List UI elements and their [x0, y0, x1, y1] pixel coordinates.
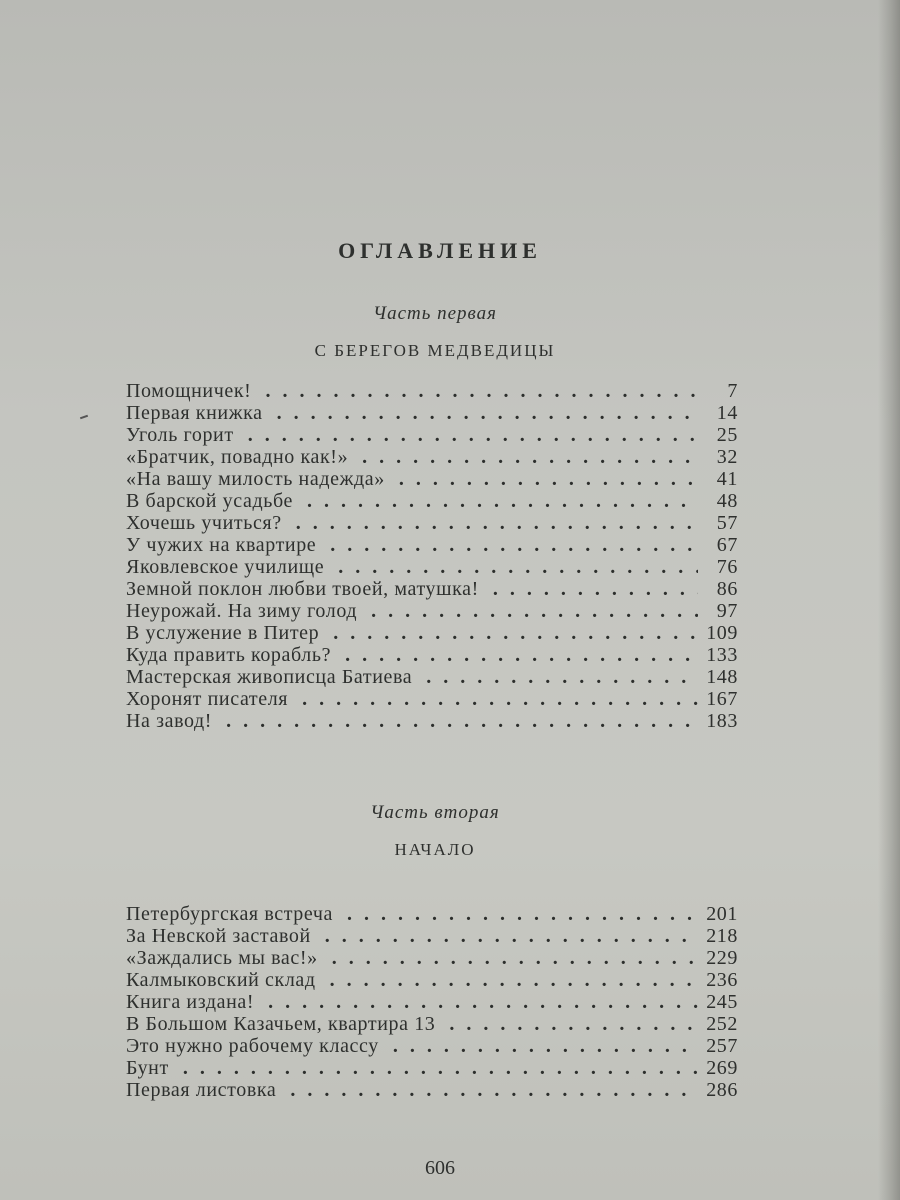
toc-entry[interactable]	[126, 512, 738, 534]
toc-part-one	[126, 380, 738, 732]
toc-entry-title: Хоронят писателя	[126, 688, 289, 710]
toc-entry-title: «Братчик, повадно как!»	[126, 446, 349, 468]
leader-dots	[426, 666, 698, 688]
leader-dots	[393, 1035, 698, 1057]
toc-entry[interactable]	[126, 1013, 738, 1035]
leader-dots	[183, 1057, 698, 1079]
leader-dots	[277, 402, 698, 424]
toc-entry-title: В услужение в Питер	[126, 622, 320, 644]
leader-dots	[325, 925, 698, 947]
leader-dots	[333, 622, 698, 644]
toc-entry[interactable]	[126, 468, 738, 490]
toc-entry-title: Калмыковский склад	[126, 969, 316, 991]
leader-dots	[332, 947, 698, 969]
toc-entry-page: 148	[706, 666, 738, 688]
toc-part-two	[126, 903, 738, 1101]
toc-entry[interactable]	[126, 969, 738, 991]
leader-dots	[371, 600, 698, 622]
toc-entry-title: За Невской заставой	[126, 925, 311, 947]
toc-entry-page: 76	[716, 556, 738, 578]
toc-entry-title: Уголь горит	[126, 424, 234, 446]
toc-entry-title: Яковлевское училище	[126, 556, 325, 578]
leader-dots	[302, 688, 698, 710]
toc-entry-title: В Большом Казачьем, квартира 13	[126, 1013, 436, 1035]
leader-dots	[330, 969, 698, 991]
leader-dots	[493, 578, 698, 600]
toc-entry-title: У чужих на квартире	[126, 534, 317, 556]
toc-entry-page: 14	[716, 402, 738, 424]
toc-entry[interactable]	[126, 947, 738, 969]
toc-entry-page: 32	[716, 446, 738, 468]
toc-entry[interactable]	[126, 688, 738, 710]
leader-dots	[330, 534, 698, 556]
leader-dots	[248, 424, 698, 446]
toc-entry[interactable]	[126, 666, 738, 688]
page-number: 606	[425, 1157, 455, 1179]
toc-entry[interactable]	[126, 1079, 738, 1101]
toc-entry-page: 25	[716, 424, 738, 446]
part-one-label: Часть первая	[372, 303, 498, 324]
toc-entry[interactable]	[126, 903, 738, 925]
toc-entry-title: Бунт	[126, 1057, 169, 1079]
leader-dots	[362, 446, 698, 468]
toc-entry[interactable]	[126, 578, 738, 600]
leader-dots	[307, 490, 698, 512]
toc-entry-title: Неурожай. На зиму голод	[126, 600, 358, 622]
toc-entry-title: В барской усадьбе	[126, 490, 293, 512]
leader-dots	[399, 468, 698, 490]
leader-dots	[265, 380, 698, 402]
toc-entry-page: 57	[716, 512, 738, 534]
toc-entry-page: 7	[727, 380, 738, 402]
toc-entry[interactable]	[126, 402, 738, 424]
toc-entry-page: 229	[706, 947, 738, 969]
toc-entry-page: 97	[716, 600, 738, 622]
part-one-title: С БЕРЕГОВ МЕДВЕДИЦЫ	[314, 341, 556, 360]
toc-entry-title: Помощничек!	[126, 380, 252, 402]
toc-entry[interactable]	[126, 446, 738, 468]
toc-entry-page: 218	[706, 925, 738, 947]
toc-entry-page: 41	[716, 468, 738, 490]
toc-entry-page: 286	[706, 1079, 738, 1101]
toc-entry-title: Куда править корабль?	[126, 644, 332, 666]
toc-entry-page: 245	[706, 991, 738, 1013]
toc-entry-page: 48	[716, 490, 738, 512]
toc-entry-title: Это нужно рабочему классу	[126, 1035, 379, 1057]
part-two-label: Часть вторая	[370, 802, 500, 823]
toc-entry-page: 252	[706, 1013, 738, 1035]
toc-entry[interactable]	[126, 1035, 738, 1057]
toc-entry-title: «Заждались мы вас!»	[126, 947, 318, 969]
toc-entry-page: 269	[706, 1057, 738, 1079]
leader-dots	[347, 903, 698, 925]
toc-entry-title: Хочешь учиться?	[126, 512, 282, 534]
toc-entry[interactable]	[126, 600, 738, 622]
page-edge-shadow	[878, 0, 900, 1200]
toc-entry-title: Мастерская живописца Батиева	[126, 666, 413, 688]
leader-dots	[226, 710, 698, 732]
toc-entry-title: На завод!	[126, 710, 213, 732]
pencil-mark	[80, 415, 88, 420]
toc-entry[interactable]	[126, 490, 738, 512]
leader-dots	[268, 991, 698, 1013]
toc-entry[interactable]	[126, 424, 738, 446]
part-two-title: НАЧАЛО	[394, 840, 476, 859]
toc-entry[interactable]	[126, 534, 738, 556]
toc-entry[interactable]	[126, 622, 738, 644]
toc-entry-title: Земной поклон любви твоей, матушка!	[126, 578, 479, 600]
toc-entry[interactable]	[126, 991, 738, 1013]
leader-dots	[449, 1013, 698, 1035]
page-title: ОГЛАВЛЕНИЕ	[338, 238, 542, 263]
toc-entry[interactable]	[126, 925, 738, 947]
toc-entry-page: 236	[706, 969, 738, 991]
toc-entry-page: 109	[706, 622, 738, 644]
toc-entry[interactable]	[126, 1057, 738, 1079]
leader-dots	[345, 644, 698, 666]
leader-dots	[296, 512, 698, 534]
toc-entry-page: 133	[706, 644, 738, 666]
toc-entry-title: Первая листовка	[126, 1079, 277, 1101]
toc-entry-title: Книга издана!	[126, 991, 255, 1013]
toc-entry-title: Петербургская встреча	[126, 903, 334, 925]
toc-entry-page: 183	[706, 710, 738, 732]
toc-entry-title: «На вашу милость надежда»	[126, 468, 385, 490]
toc-entry[interactable]	[126, 380, 738, 402]
toc-entry[interactable]	[126, 710, 738, 732]
toc-entry-page: 67	[716, 534, 738, 556]
leader-dots	[290, 1079, 698, 1101]
toc-entry-page: 167	[706, 688, 738, 710]
toc-entry-page: 86	[716, 578, 738, 600]
toc-entry[interactable]	[126, 556, 738, 578]
leader-dots	[338, 556, 698, 578]
toc-entry-title: Первая книжка	[126, 402, 263, 424]
toc-entry-page: 257	[706, 1035, 738, 1057]
toc-entry-page: 201	[706, 903, 738, 925]
toc-entry[interactable]	[126, 644, 738, 666]
